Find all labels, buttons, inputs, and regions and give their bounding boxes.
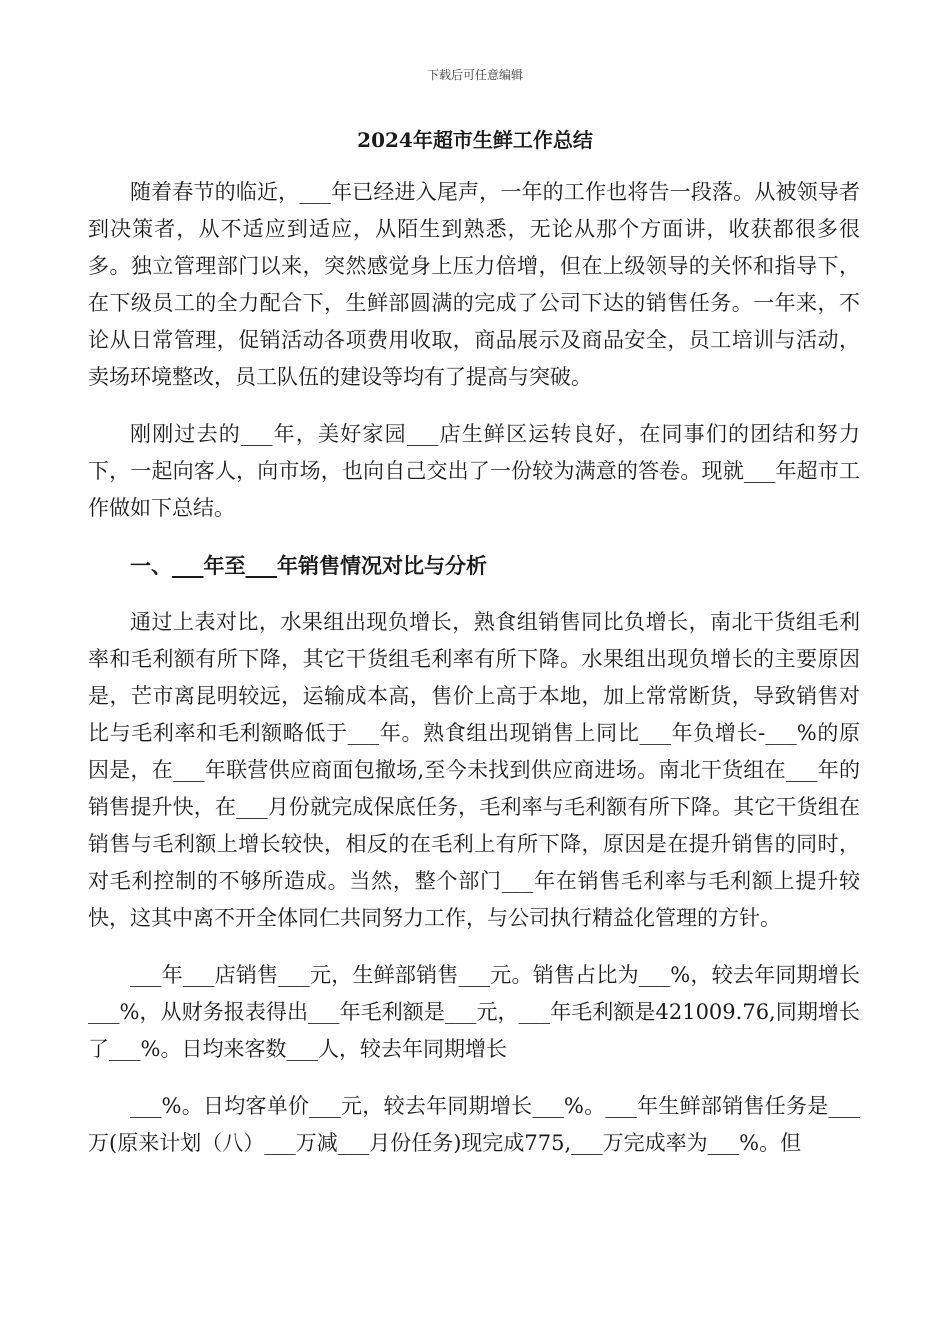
paragraph-sales-figures: ___年___店销售___元，生鲜部销售___元。销售占比为___%，较去年同期增长___%，从财务报表得出___年毛利额是___元，___年毛利额是421009.76,同期增长了___%。日均来客数___人，较去年同期增长 [88, 963, 860, 1061]
paragraph-intro: 随着春节的临近，___年已经进入尾声，一年的工作也将告一段落。从被领导者到决策者，从不适应到适应，从陌生到熟悉，无论从那个方面讲，收获都很多很多。独立管理部门以来，突然感觉身上压力倍增，但在上级领导的关怀和指导下，在下级员工的全力配合下，生鲜部圆满的完成了公司下达的销售任务。一年来，不论从日常管理，促销活动各项费用收取，商品展示及商品安全，员工培训与活动，卖场环境整改，员工队伍的建设等均有了提高与突破。 [88, 180, 860, 389]
section-heading-sales-comparison: 一、___年至___年销售情况对比与分析 [130, 553, 487, 578]
paragraph-customer-figures: ___%。日均客单价___元，较去年同期增长___%。___年生鲜部销售任务是___万(原来计划（八）___万减___月份任务)现完成775,___万完成率为___%。但 [88, 1094, 860, 1155]
document-title: 2024年超市生鲜工作总结 [357, 128, 593, 152]
paragraph-summary: 刚刚过去的___年，美好家园___店生鲜区运转良好，在同事们的团结和努力下，一起向客人，向市场，也向自己交出了一份较为满意的答卷。现就___年超市工作做如下总结。 [88, 422, 860, 520]
paragraph-analysis: 通过上表对比，水果组出现负增长，熟食组销售同比负增长，南北干货组毛利率和毛利额有所下降，其它干货组毛利率有所下降。水果组出现负增长的主要原因是，芒市离昆明较远，运输成本高，售价上高于本地，加上常常断货，导致销售对比与毛利率和毛利额略低于___年。熟食组出现销售上同比___年负增长-___%的原因是，在___年联营供应商面包撤场,至今未找到供应商进场。南北干货组在___年的销售提升快，在___月份就完成保底任务，毛利率与毛利额有所下降。其它干货组在销售与毛利额上增长较快，相反的在毛利上有所下降，原因是在提升销售的同时，对毛利控制的不够所造成。当然，整个部门___年在销售毛利率与毛利额上提升较快，这其中离不开全体同仁共同努力工作，与公司执行精益化管理的方针。 [88, 610, 860, 930]
document-body [88, 174, 860, 1162]
header-note: 下载后可任意编辑 [426, 68, 523, 82]
